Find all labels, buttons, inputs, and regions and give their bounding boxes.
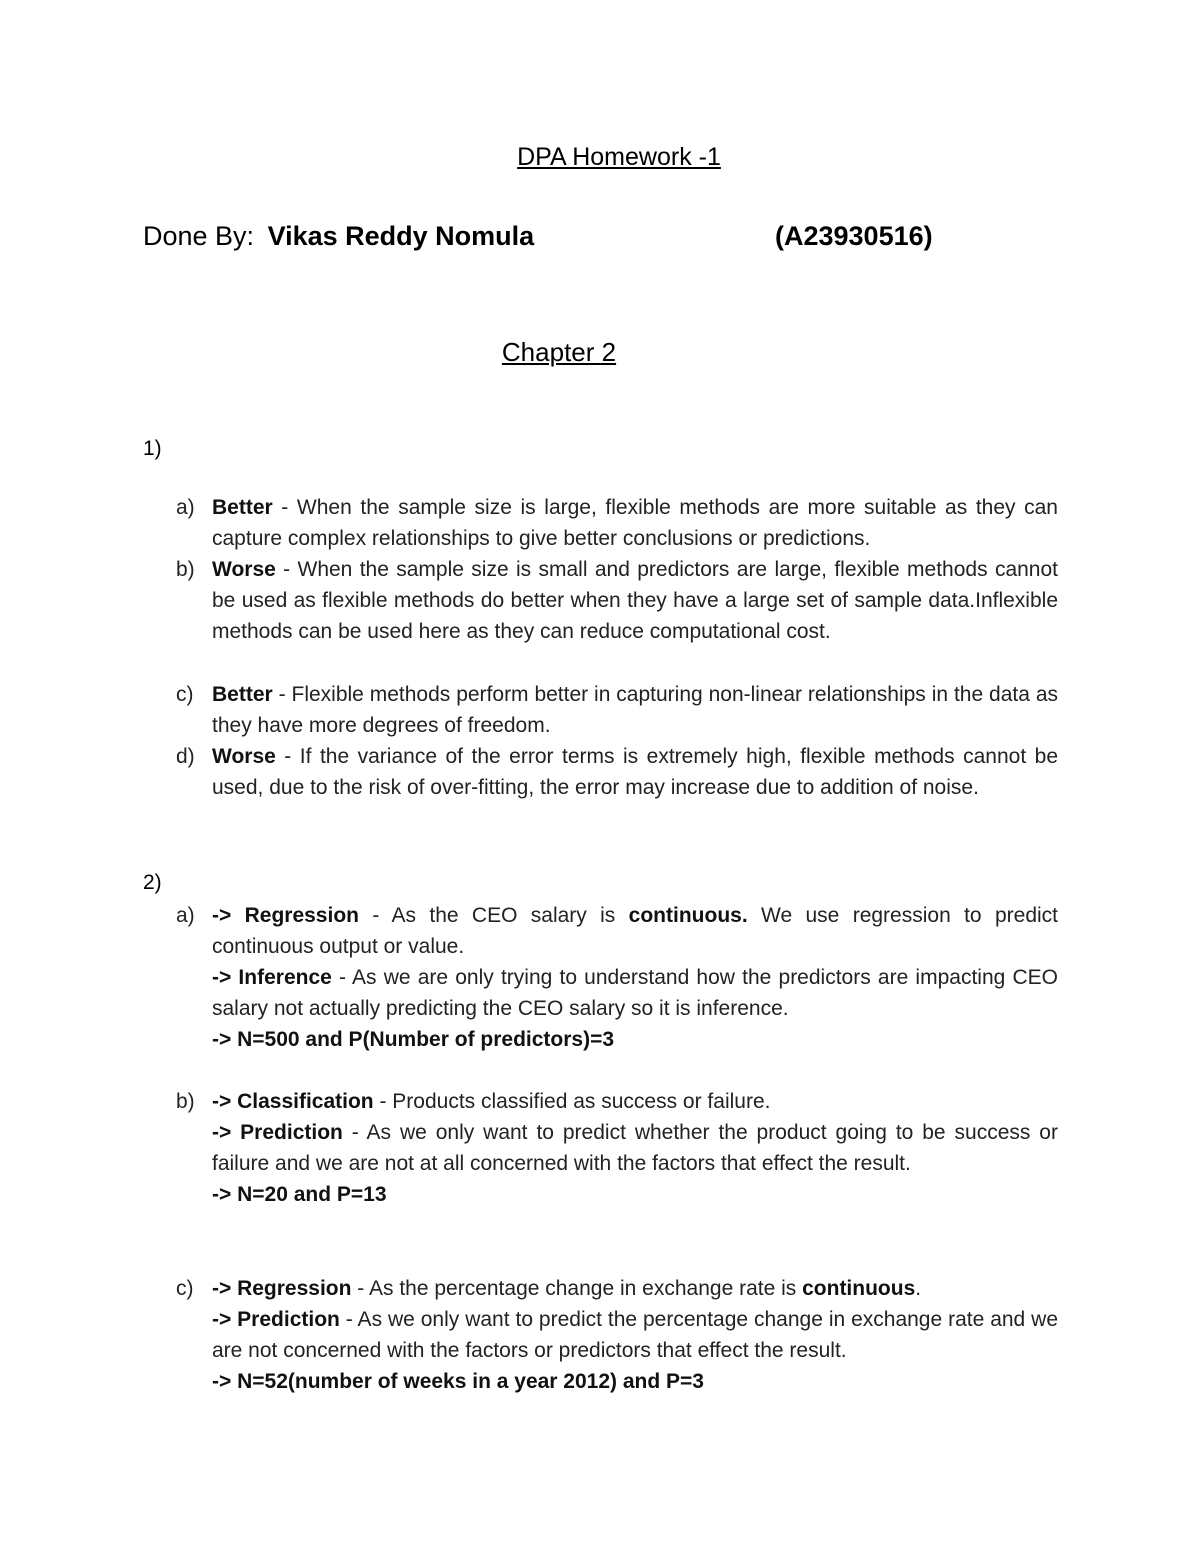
item-label: d) — [176, 745, 195, 768]
item-label: a) — [176, 904, 195, 927]
item-emphasis: continuous — [802, 1277, 916, 1300]
q2-item-c — [176, 1273, 1058, 1397]
item-term: Better — [212, 496, 273, 519]
q1-item-a — [176, 492, 1058, 554]
item-term: Worse — [212, 558, 276, 581]
item-label: a) — [176, 496, 195, 519]
item-label: c) — [176, 1277, 194, 1300]
item-term: -> Inference — [212, 966, 332, 989]
author-line — [143, 221, 933, 252]
q2-item-b — [176, 1086, 1058, 1210]
item-term: -> Prediction — [212, 1121, 343, 1144]
prediction-line — [212, 1117, 1058, 1179]
q1-item-d — [176, 741, 1058, 803]
item-text: - As we are only trying to understand how the predictors are impacting CEO salary not actually predicting the CEO salary so it is inference. — [212, 966, 1058, 1020]
item-text: - If the variance of the error terms is extremely high, flexible methods cannot be used, due to the risk of over-fitting, the error may increase due to addition of noise. — [212, 745, 1058, 799]
question-2-number: 2) — [143, 871, 162, 894]
q2-item-a — [176, 900, 1058, 1055]
item-text: - As the CEO salary is — [358, 904, 629, 927]
author-name: Vikas Reddy Nomula — [267, 221, 535, 251]
classification-line — [212, 1086, 1058, 1117]
item-term: Worse — [212, 745, 276, 768]
question-1-number: 1) — [143, 437, 162, 460]
item-text: - Flexible methods perform better in capturing non-linear relationships in the data as they have more degrees of freedom. — [212, 683, 1058, 737]
student-id: (A23930516) — [775, 221, 933, 251]
item-term: Better — [212, 683, 273, 706]
item-term: -> Classification — [212, 1090, 374, 1113]
item-text: - As we only want to predict the percentage change in exchange rate and we are not concerned with the factors or predictors that effect the result. — [212, 1308, 1058, 1362]
item-text: - As the percentage change in exchange rate is — [351, 1277, 803, 1300]
item-text: - Products classified as success or failure. — [373, 1090, 771, 1113]
item-term: -> Regression — [212, 904, 359, 927]
item-text: - When the sample size is small and predictors are large, flexible methods cannot be used as flexible methods do better when they have a large set of sample data.Inflexible methods can be used here as they can reduce computational cost. — [212, 558, 1058, 643]
item-term: -> Regression — [212, 1277, 352, 1300]
item-label: c) — [176, 683, 194, 706]
item-text: - When the sample size is large, flexible methods are more suitable as they can capture complex relationships to give better conclusions or predictions. — [212, 496, 1058, 550]
q1-item-b — [176, 554, 1058, 647]
item-text: . — [915, 1277, 922, 1300]
regression-line — [212, 1273, 1058, 1304]
prediction-line — [212, 1304, 1058, 1366]
regression-line — [212, 900, 1058, 962]
n-p-line: -> N=20 and P=13 — [212, 1183, 387, 1206]
item-label: b) — [176, 558, 195, 581]
item-emphasis: continuous. — [628, 904, 748, 927]
done-by-label: Done By: — [143, 221, 255, 251]
item-term: -> Prediction — [212, 1308, 340, 1331]
chapter-heading: Chapter 2 — [501, 337, 617, 367]
item-text: - As we only want to predict whether the product going to be success or failure and we are not at all concerned with the factors that effect the result. — [212, 1121, 1058, 1175]
document-title: DPA Homework -1 — [517, 143, 721, 171]
item-text: We use regression to predict continuous output or value. — [212, 904, 1058, 958]
item-label: b) — [176, 1090, 195, 1113]
inference-line — [212, 962, 1058, 1024]
n-p-line: -> N=52(number of weeks in a year 2012) and P=3 — [212, 1370, 704, 1393]
n-p-line: -> N=500 and P(Number of predictors)=3 — [212, 1028, 615, 1051]
q1-item-c — [176, 679, 1058, 741]
